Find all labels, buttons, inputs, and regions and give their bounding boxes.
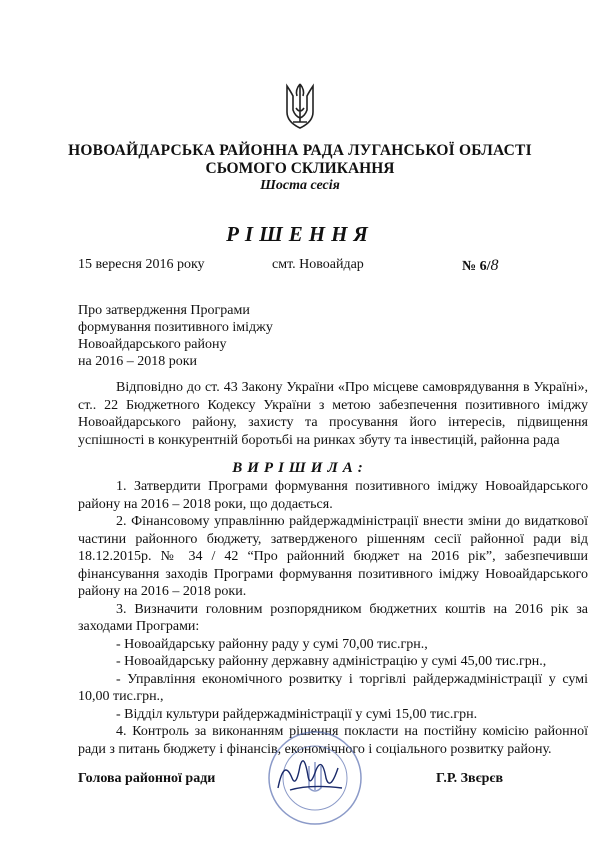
subject-line: на 2016 – 2018 роки (78, 354, 197, 369)
signature-label: Голова районної ради (78, 771, 216, 786)
subject-line: Новоайдарського району (78, 337, 227, 352)
session: Шоста сесія (260, 178, 340, 193)
decision-number (462, 257, 498, 275)
decision-number-handwritten: 8 (490, 257, 499, 274)
decision-item: 3. Визначити головним розпорядником бюджетних коштів на 2016 рік за заходами Програми: (78, 601, 588, 634)
document-title: РІШЕННЯ (226, 222, 374, 246)
decision-subitem: - Новоайдарську районну раду у сумі 70,00 тис.грн., (116, 636, 428, 652)
decision-item: 2. Фінансовому управлінню райдержадміністрації внести зміни до видаткової частини районного бюджету, затвердженого рішенням сесії районної ради від 18.12.2015р. № 34 / 42 “Про районний бюджет на 2016 рік”, забезпечивши фінансування заходів Програми формування позитивного іміджу Новоайдарського району на 2016 – 2018 роки. (78, 514, 588, 599)
decision-date: 15 вересня 2016 року (78, 257, 205, 272)
convocation: СЬОМОГО СКЛИКАННЯ (205, 160, 395, 177)
preamble-paragraph: Відповідно до ст. 43 Закону України «Про місцеве самоврядування в Україні», ст.. 22 Бюджетного Кодексу України з метою забезпечення позитивного іміджу Новоайдарського району, захисту та просування його інтересів, підвищення успішності в конкурентній боротьбі на ринках збуту та інвестицій, районна рада (78, 380, 588, 448)
decision-place: смт. Новоайдар (272, 257, 364, 272)
decision-items (78, 478, 588, 758)
decision-subitem: - Відділ культури райдержадміністрації у сумі 15,00 тис.грн. (116, 706, 478, 722)
decision-subject (78, 302, 273, 370)
council-name: НОВОАЙДАРСЬКА РАЙОННА РАДА ЛУГАНСЬКОЇ ОБЛАСТІ (68, 142, 532, 159)
decided-heading: ВИРІШИЛА: (232, 460, 368, 476)
subject-line: Про затвердження Програми (78, 303, 250, 318)
handwritten-signature (270, 748, 350, 798)
decision-subitem: - Новоайдарську районну державну адміністрацію у сумі 45,00 тис.грн., (116, 654, 547, 669)
decision-number-prefix: № 6/ (462, 259, 491, 274)
decision-item: 4. Контроль за виконанням рішення покласти на постійну комісію районної ради з питань бюджету і фінансів, економічного і соціального розвитку району. (78, 724, 588, 757)
subject-line: формування позитивного іміджу (78, 320, 273, 335)
decision-subitem: - Управління економічного розвитку і торгівлі райдержадміністрації у сумі 10,00 тис.грн., (78, 671, 588, 704)
decision-item: 1. Затвердити Програми формування позитивного іміджу Новоайдарського району на 2016 – 2018 роки, що додається. (78, 479, 588, 512)
trident-emblem-icon (283, 82, 317, 130)
signatory-name: Г.Р. Звєрєв (436, 771, 504, 786)
